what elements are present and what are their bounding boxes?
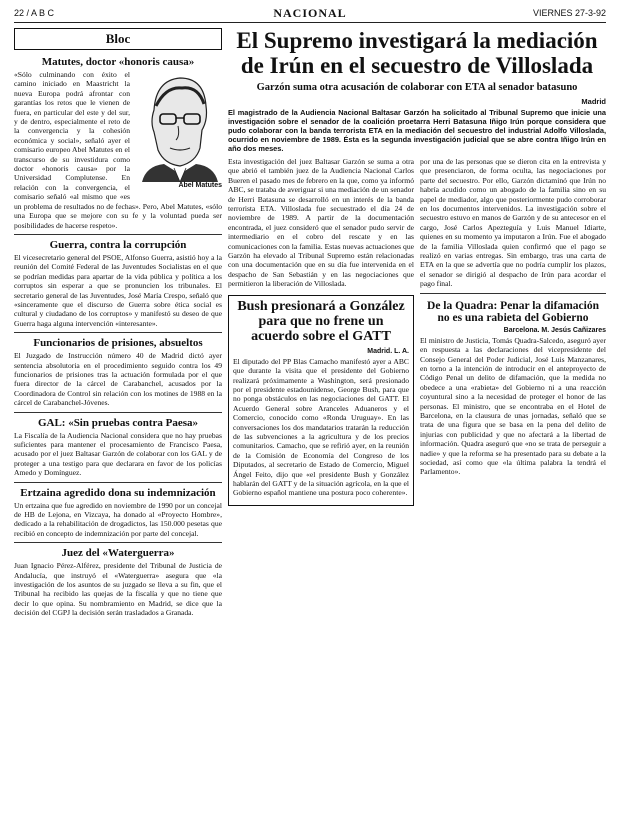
- bloc-item-body: El Juzgado de Instrucción número 40 de Madrid dictó ayer sentencia absolutoria en el procedimiento seguido contra los 49 funcionarios de prisiones tras la actuación formulada por el que fuera director de la cárcel de Carabanchel, acusados por la Coordinadora de Control sin relación con los motines de 1988 en la cárcel de Carabanchel-Jóvenes.: [14, 351, 222, 408]
- main-headline: El Supremo investigará la mediación de Irún en el secuestro de Villoslada: [236, 28, 598, 78]
- divider: [14, 412, 222, 413]
- bush-article: [228, 295, 414, 506]
- bloc-item-body: «Sólo culminando con éxito el camino iniciado en Maastricht la nueva Europa podrá afrontar con garantías los retos que le vienen de fuera, en particular del este y del sur, y de dentro, especialmente el reto de la convergencia y la cohesión económica y social», señaló ayer el comisario europeo Abel Matutes en el transcurso de su investidura como doctor «honoris causa» por la Universidad Complutense. En relación con la convergencia, el comisario señaló «al mismo que «es un problema de resultados no de fechas». Pero, Abel Matutes, «sólo una Europa que se mejore con su fe y la voluntad pueda ser posibilidades de hacerse respeto».: [14, 70, 222, 230]
- bloc-item-body: Juan Ignacio Pérez-Alférez, presidente del Tribunal de Justicia de Andalucía, que instruyó el «Waterguerra» asegura que «la investigación de los asuntos de su juzgado se lleva a su fin, que el Tribunal ha recibido las quejas de la fiscalía y que no tiene que decir lo que opina. Su nombramiento en Madrid, se dice que la decisión del CGPJ la decisión serán trasladados a Granada.: [14, 561, 222, 618]
- portrait-caption: Abel Matutes: [178, 182, 222, 189]
- bush-place: Madrid. L. A.: [367, 347, 409, 355]
- section-title: NACIONAL: [273, 6, 347, 20]
- main-story-col-2: [420, 157, 606, 506]
- quadra-headline: De la Quadra: Penar la difamación no es una rabieta del Gobierno: [427, 299, 599, 325]
- bush-headline: Bush presionará a González para que no frene un acuerdo sobre el GATT: [237, 298, 405, 344]
- bloc-item-body: La Fiscalía de la Audiencia Nacional considera que no hay pruebas suficientes para mantener el procesamiento de Francisco Paesa, acusado por el juez Baltasar Garzón de colaborar con los GAL y de proteger a una testigo para que declarara en favor de los policías Amedo y Domínguez.: [14, 430, 222, 478]
- main-subheadline: Garzón suma otra acusación de colaborar con ETA al senador batasuno: [256, 82, 578, 93]
- bloc-item-title: Guerra, contra la corrupción: [49, 238, 187, 251]
- main-story-columns: [228, 157, 606, 506]
- quadra-body: El ministro de Justicia, Tomás Quadra-Salcedo, aseguró ayer en respuesta a las declaraciones del vicepresidente del Consejo General del Poder Judicial, José Luis Manzanares, en torno a la intención de introducir en el anteproyecto de Código Penal un delito de difamación, que la medida no obedece a una «rabieta» del Gobierno ni a una reacción coyuntural sino a la necesidad de proteger el honor de las personas. El ministro, que se encontraba en el Hotel de Barcelona, en la clausura de unas jornadas, señaló que se trata de una figura que se basa en la pena del delito de injurias con publicidad y que no afectará a la libertad de información. Quadra aseguró que «no se trata de perseguir a nadie» y que la reforma se ha presentado para su debate a la sociedad, así como que «la última palabra la tendrá el Parlamento».: [420, 335, 606, 477]
- divider: [420, 293, 606, 294]
- main-story-col-1: [228, 157, 414, 506]
- page-date: VIERNES 27-3-92: [532, 8, 606, 18]
- bloc-item-body: Un ertzaina que fue agredido en noviembre de 1990 por un concejal de HB de Lejona, en Vizcaya, ha donado al «Proyecto Hombre», dedicado a la rehabilitación de drogadictos, las 150.000 pesetas que recibió en concepto de indemnización por parte del concejal.: [14, 500, 222, 538]
- bloc-column: [14, 28, 222, 828]
- bloc-item-title: GAL: «Sin pruebas contra Paesa»: [37, 416, 199, 429]
- portrait-drawing: [136, 70, 222, 182]
- divider: [14, 482, 222, 483]
- divider: [14, 542, 222, 543]
- main-lead: El magistrado de la Audiencia Nacional Baltasar Garzón ha solicitado al Tribunal Supremo que inicie una investigación sobre el senador de la coalición proetarra Herri Batasuna Iñigo Irún porque considera que pudo colaborar con la banda terrorista ETA en la mediación del secuestro del industrial Adolfo Villoslada, ocurrido en noviembre de 1989. Ésta es la segunda investigación judicial que se abre contra Iñigo Irún en año dos meses.: [228, 108, 606, 153]
- divider: [14, 234, 222, 235]
- bloc-label: Bloc: [14, 28, 222, 50]
- quadra-place: Barcelona. M. Jesús Cañizares: [503, 326, 606, 334]
- main-area: [228, 28, 606, 828]
- bloc-item-body: El vicesecretario general del PSOE, Alfonso Guerra, asistió hoy a la reunión del Comité Federal de las Juventudes Socialistas en el que se podrían medidas para apartar de la vida pública y política a los corruptos sin esperar a que se pronuncien los tribunales. El secretario general de las Juventudes, José María Crespo, señaló que «sinceramente que el discurso de Guerra sobre ética social es cultural y ciudadano de los corruptos» y manifestó su deseo de que Guerra haga alguna intervención «interesante».: [14, 252, 222, 328]
- main-story-text: Esta investigación del juez Baltasar Garzón se suma a otra que abrió el también juez de la Audiencia Nacional Carlos Bueren el pasado mes de febrero en la que, como ya informó ABC, se trataba de averiguar si una mediación de un senador de Herri Batasuna se desarrolló en un interés de la banda terrorista ETA. Villoslada fue secuestrado el día 24 de noviembre de 1989. A partir de la documentación encontrada, el juez consideró que el senador pudo servir de intermediario en el cobro del rescate y en las comunicaciones con la familia. Estas nuevas actuaciones que Garzón ha elevado al Tribunal Supremo están relacionadas con una documentación que en su día fue intervenida en el despacho de San Sebastián y en las negociaciones que permitieron la liberación de Villoslada.: [228, 157, 414, 289]
- page-number: 22 / A B C: [14, 8, 55, 18]
- bloc-item-title: Juez del «Waterguerra»: [61, 547, 175, 560]
- bloc-item-title: Funcionarios de prisiones, absueltos: [33, 337, 203, 350]
- portrait-abel-matutes: [136, 70, 222, 190]
- main-story-text: por una de las personas que se dieron cita en la entrevista y que presenciaron, de forma oculta, las negociaciones por parte del secuestro. Por ello, Garzón dictaminó que Irún no habría acudido como un abogado de la familia sino en su papel de mediador, algo que posteriormente pudo corroborar en los documentos intervenidos. La investigación sobre el secuestro estuvo en manos de Garzón y de su antecesor en el cargo, José Carlos Apezteguía y Luis Manuel Idiarte, quienes en su momento ya imputaron a Irún. Fue el abogado de la familia Villoslada quien confirmó que el pago se realizó en varias entregas. Sin embargo, tras una carta de ETA en la que se advertía que no podría cumplir los plazos, el senador se dirigió al despacho de Irún para acordar el pago final.: [420, 157, 606, 289]
- page-header: [14, 6, 606, 23]
- bloc-item-title: Matutes, doctor «honoris causa»: [41, 56, 195, 68]
- bush-body: El diputado del PP Blas Camacho manifestó ayer a ABC que durante la visita que el presidente del Gobierno realizará próximamente a Washington, será presionado por el presidente estadounidense, George Bush, para que no ponga obstáculos en las negociaciones del GATT. El Acuerdo General sobre Aranceles Aduaneros y el Comercio, conocido como «Ronda Uruguay». En las conversaciones los dos mandatarios tratarán la reducción de las subvenciones a la agricultura y de los precios comunitarios. Camacho, que se refirió ayer, en la reunión de la Comisión de Economía del Congreso de los Diputados, al secretario de Estado de Comercio, Miguel Ángel Feito, dijo que «el presidente Bush y González hablarán del GATT y de la situación agrícola, en la que el Gobierno español mantiene una postura poco coherente».: [233, 356, 409, 498]
- divider: [14, 332, 222, 333]
- main-byline: Madrid: [581, 97, 606, 106]
- bloc-item-title: Ertzaina agredido dona su indemnización: [20, 486, 216, 499]
